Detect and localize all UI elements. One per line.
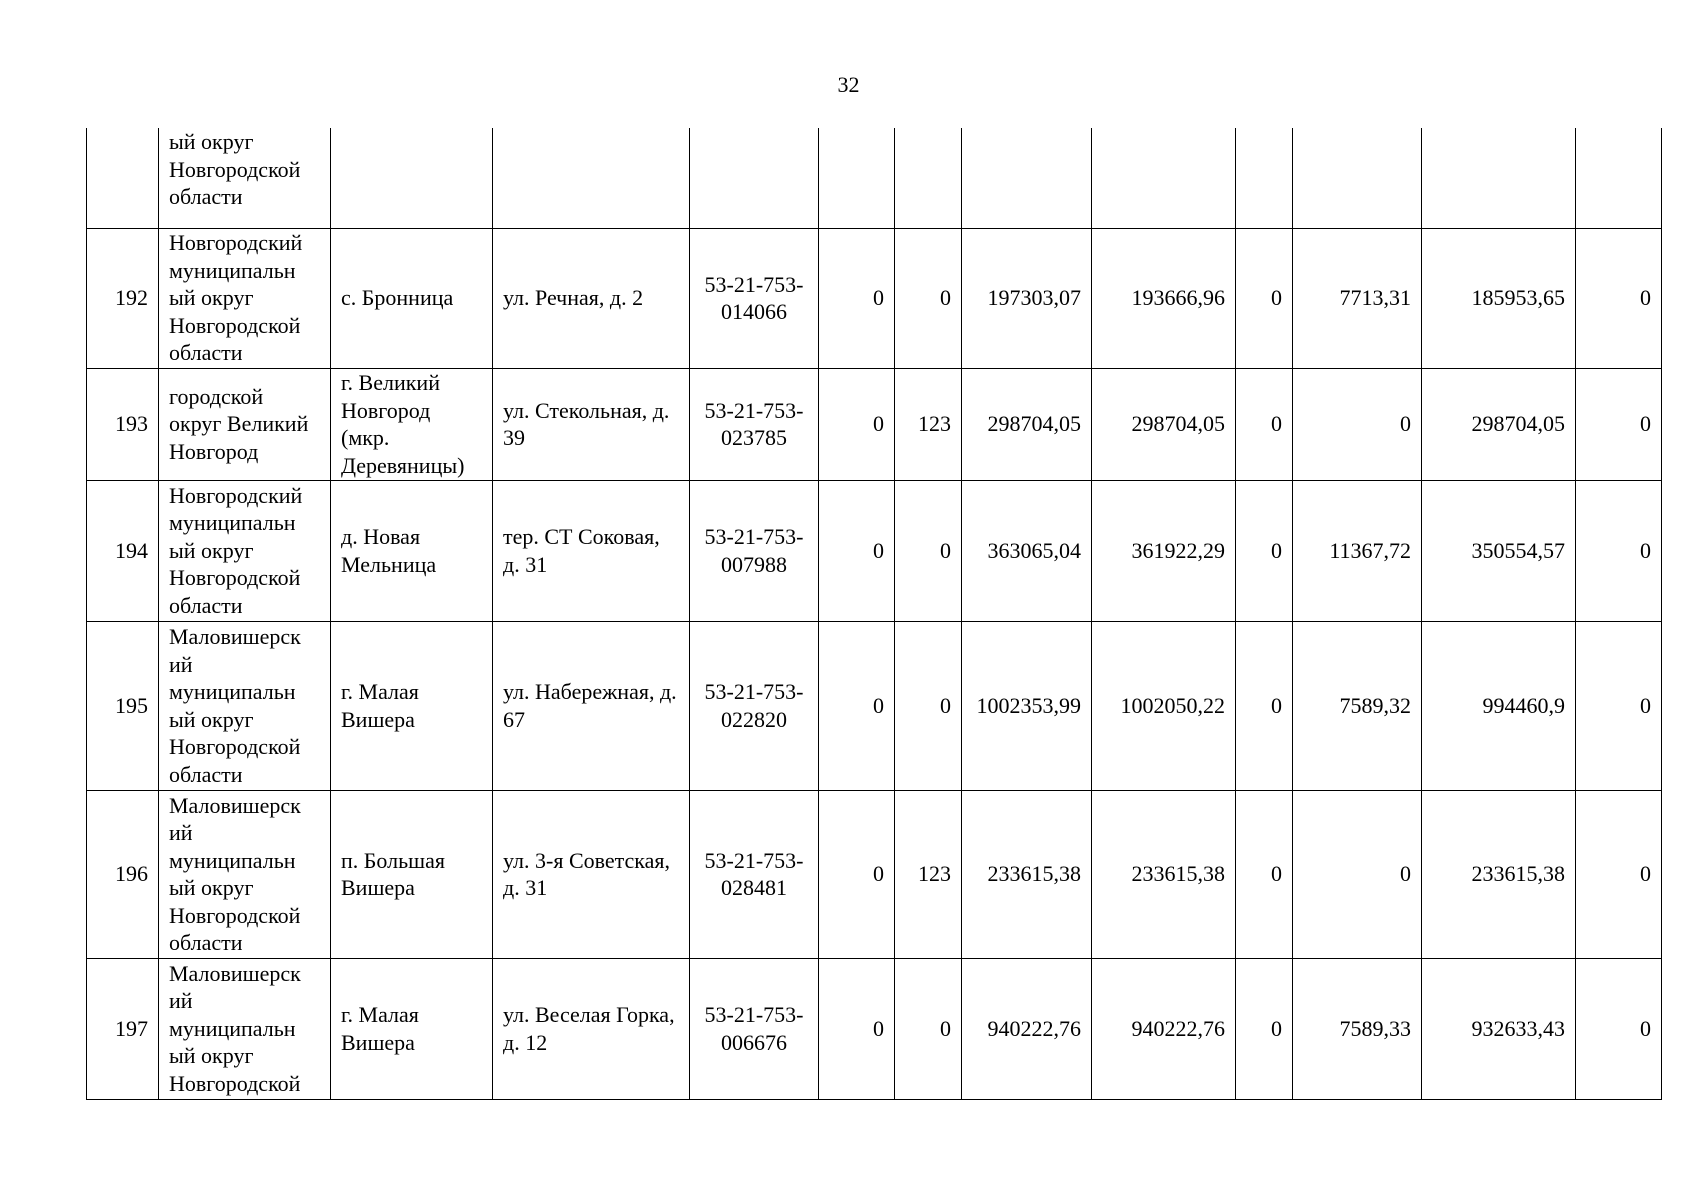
cell-v3: [1236, 128, 1293, 228]
cell-v5: 185953,65: [1422, 228, 1576, 368]
cell-v2: 193666,96: [1092, 228, 1236, 368]
cell-municipality: Маловишерск ий муниципальн ый округ Новгородской области: [159, 790, 331, 958]
cell-num: 192: [87, 228, 159, 368]
cell-c1: 0: [819, 228, 895, 368]
cell-v2: 1002050,22: [1092, 621, 1236, 790]
cell-municipality: ый округ Новгородской области: [159, 128, 331, 228]
cell-address: ул. Речная, д. 2: [493, 228, 690, 368]
cell-v5: 932633,43: [1422, 958, 1576, 1099]
cell-v6: [1576, 128, 1662, 228]
cell-num: 196: [87, 790, 159, 958]
cell-locality: д. Новая Мельница: [331, 480, 493, 621]
cell-v4: 7589,32: [1293, 621, 1422, 790]
cell-num: 195: [87, 621, 159, 790]
cell-municipality: Маловишерск ий муниципальн ый округ Новгородской области: [159, 621, 331, 790]
table-row: [87, 480, 1662, 621]
cell-v4: 11367,72: [1293, 480, 1422, 621]
cell-address: ул. Набережная, д. 67: [493, 621, 690, 790]
cell-locality: п. Большая Вишера: [331, 790, 493, 958]
cell-v3: 0: [1236, 621, 1293, 790]
cell-code: 53-21-753-022820: [690, 621, 819, 790]
table-row: [87, 790, 1662, 958]
cell-v4: 0: [1293, 368, 1422, 480]
data-table: [86, 128, 1662, 1100]
cell-c2: 0: [895, 958, 962, 1099]
cell-v4: 0: [1293, 790, 1422, 958]
cell-num: 193: [87, 368, 159, 480]
table-row: [87, 228, 1662, 368]
cell-v1: [962, 128, 1092, 228]
page-number: 32: [837, 72, 860, 97]
cell-locality: с. Бронница: [331, 228, 493, 368]
cell-v1: 298704,05: [962, 368, 1092, 480]
cell-address: [493, 128, 690, 228]
cell-locality: г. Малая Вишера: [331, 621, 493, 790]
cell-v3: 0: [1236, 480, 1293, 621]
cell-c1: [819, 128, 895, 228]
cell-v2: [1092, 128, 1236, 228]
cell-v5: [1422, 128, 1576, 228]
table-row-continuation: [87, 128, 1662, 228]
cell-v5: 994460,9: [1422, 621, 1576, 790]
cell-v1: 233615,38: [962, 790, 1092, 958]
cell-address: тер. СТ Соковая, д. 31: [493, 480, 690, 621]
cell-v5: 298704,05: [1422, 368, 1576, 480]
cell-c2: [895, 128, 962, 228]
table-row: [87, 621, 1662, 790]
cell-code: 53-21-753-007988: [690, 480, 819, 621]
cell-v6: 0: [1576, 228, 1662, 368]
cell-v1: 197303,07: [962, 228, 1092, 368]
table-row: [87, 368, 1662, 480]
cell-v1: 940222,76: [962, 958, 1092, 1099]
cell-address: ул. 3-я Советская, д. 31: [493, 790, 690, 958]
cell-v2: 361922,29: [1092, 480, 1236, 621]
cell-c1: 0: [819, 790, 895, 958]
cell-municipality: городской округ Великий Новгород: [159, 368, 331, 480]
cell-v3: 0: [1236, 228, 1293, 368]
cell-municipality: Новгородский муниципальн ый округ Новгородской области: [159, 228, 331, 368]
cell-c2: 0: [895, 480, 962, 621]
cell-num: [87, 128, 159, 228]
cell-c2: 0: [895, 621, 962, 790]
cell-address: ул. Стекольная, д. 39: [493, 368, 690, 480]
cell-v2: 298704,05: [1092, 368, 1236, 480]
cell-v4: [1293, 128, 1422, 228]
cell-v6: 0: [1576, 480, 1662, 621]
cell-v3: 0: [1236, 958, 1293, 1099]
cell-address: ул. Веселая Горка, д. 12: [493, 958, 690, 1099]
cell-c2: 123: [895, 790, 962, 958]
cell-locality: г. Малая Вишера: [331, 958, 493, 1099]
cell-c1: 0: [819, 368, 895, 480]
cell-v2: 940222,76: [1092, 958, 1236, 1099]
cell-v4: 7713,31: [1293, 228, 1422, 368]
cell-v6: 0: [1576, 368, 1662, 480]
cell-code: 53-21-753-028481: [690, 790, 819, 958]
cell-v5: 350554,57: [1422, 480, 1576, 621]
cell-v3: 0: [1236, 790, 1293, 958]
cell-c1: 0: [819, 480, 895, 621]
cell-v1: 1002353,99: [962, 621, 1092, 790]
cell-v6: 0: [1576, 790, 1662, 958]
cell-v4: 7589,33: [1293, 958, 1422, 1099]
cell-c1: 0: [819, 621, 895, 790]
cell-c1: 0: [819, 958, 895, 1099]
cell-v5: 233615,38: [1422, 790, 1576, 958]
cell-locality: г. Великий Новгород (мкр. Деревяницы): [331, 368, 493, 480]
cell-v2: 233615,38: [1092, 790, 1236, 958]
cell-code: 53-21-753-023785: [690, 368, 819, 480]
cell-code: 53-21-753-006676: [690, 958, 819, 1099]
cell-v3: 0: [1236, 368, 1293, 480]
table-row: [87, 958, 1662, 1099]
cell-code: [690, 128, 819, 228]
cell-c2: 123: [895, 368, 962, 480]
cell-v6: 0: [1576, 621, 1662, 790]
cell-municipality: Новгородский муниципальн ый округ Новгородской области: [159, 480, 331, 621]
cell-v1: 363065,04: [962, 480, 1092, 621]
cell-v6: 0: [1576, 958, 1662, 1099]
cell-num: 197: [87, 958, 159, 1099]
cell-c2: 0: [895, 228, 962, 368]
cell-code: 53-21-753-014066: [690, 228, 819, 368]
cell-num: 194: [87, 480, 159, 621]
cell-locality: [331, 128, 493, 228]
cell-municipality: Маловишерск ий муниципальн ый округ Новгородской: [159, 958, 331, 1099]
